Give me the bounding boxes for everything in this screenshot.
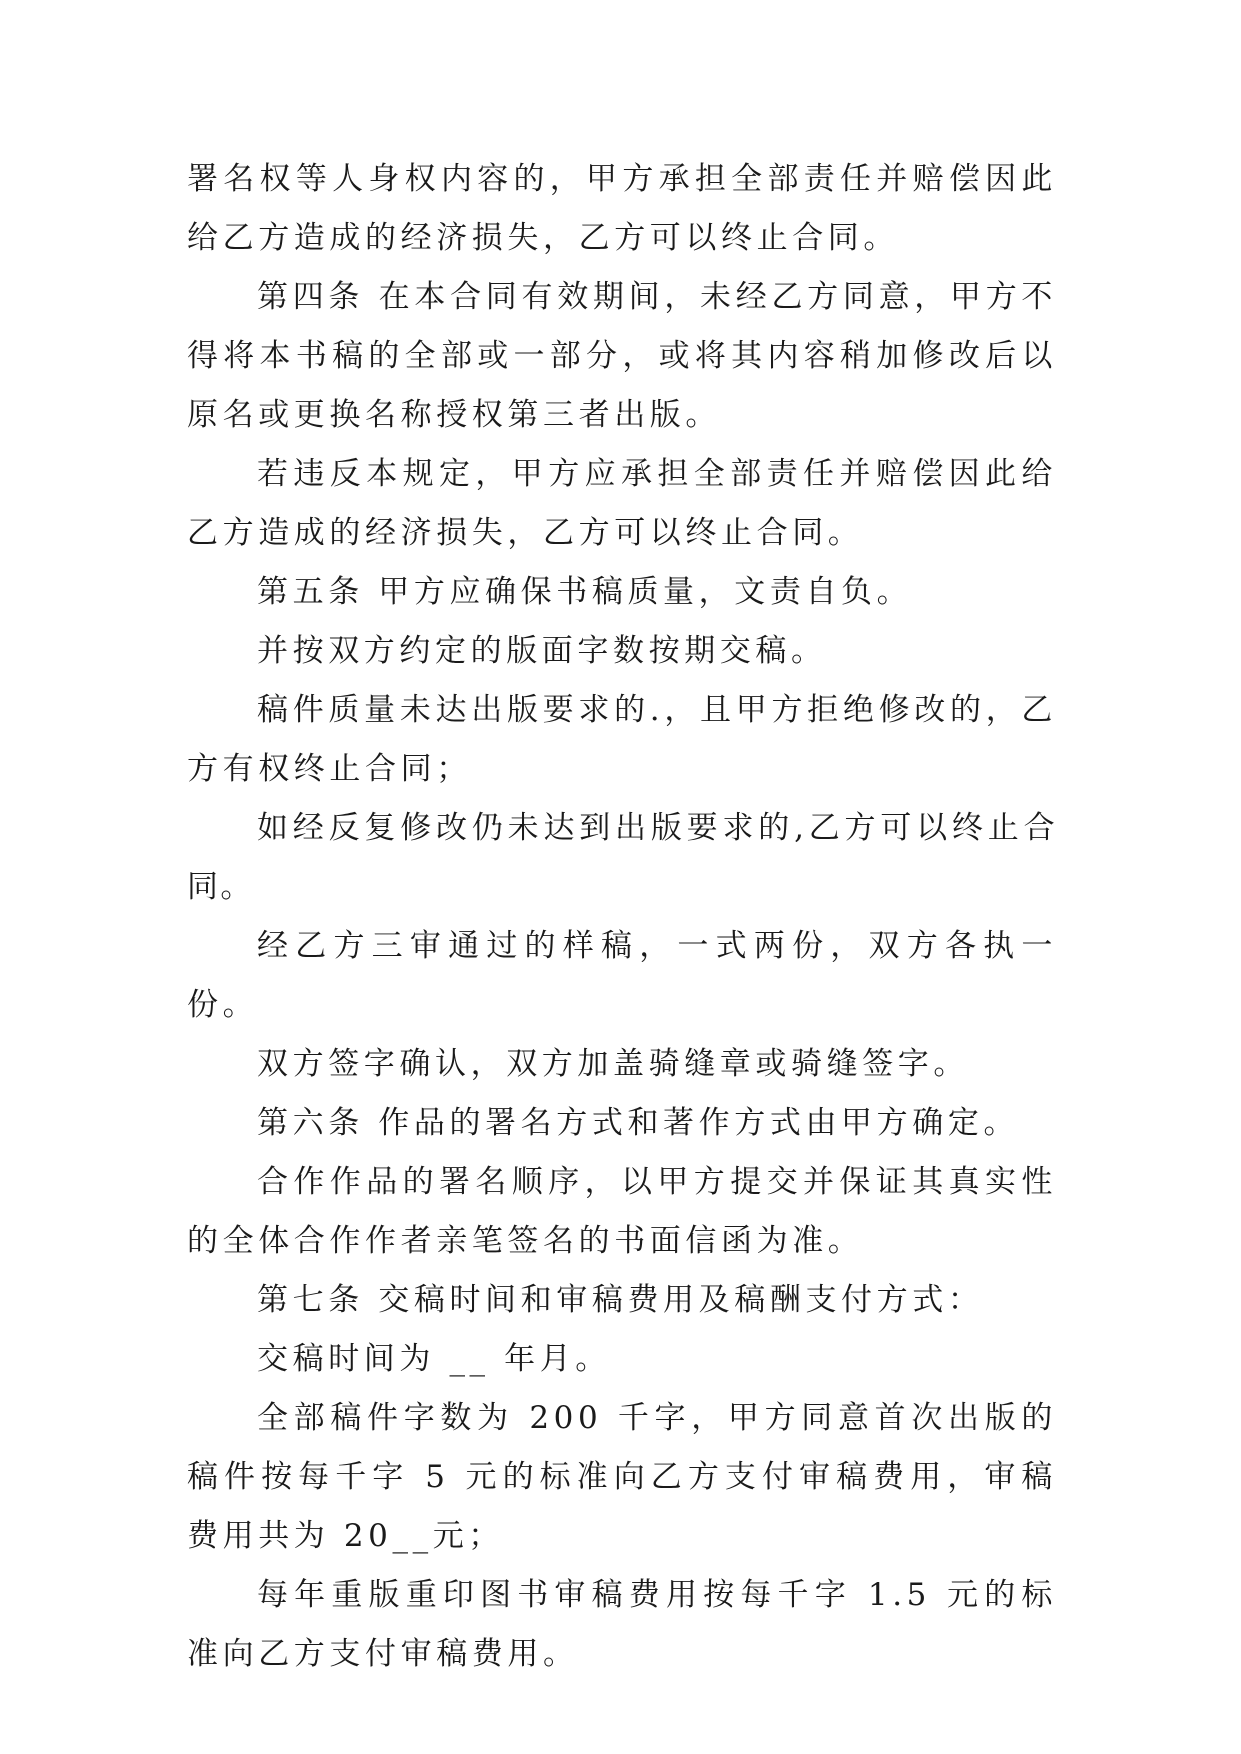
- paragraph-review-fee: 全部稿件字数为 200 千字，甲方同意首次出版的稿件按每千字 5 元的标准向乙方支付审稿费用，审稿费用共为 20__元；: [187, 1400, 1057, 1554]
- paragraph-submission-time: 交稿时间为 __ 年月。: [257, 1341, 611, 1377]
- paragraph-quality: 稿件质量未达出版要求的.，且甲方拒绝修改的，乙方有权终止合同；: [187, 692, 1057, 787]
- paragraph-reprint-fee: 每年重版重印图书审稿费用按每千字 1.5 元的标准向乙方支付审稿费用。: [187, 1577, 1057, 1672]
- paragraph-deadline: 并按双方约定的版面字数按期交稿。: [257, 633, 827, 669]
- paragraph-article-4: 第四条 在本合同有效期间，未经乙方同意，甲方不得将本书稿的全部或一部分，或将其内容稍加修改后以原名或更换名称授权第三者出版。: [187, 279, 1057, 433]
- paragraph-revision: 如经反复修改仍未达到出版要求的,乙方可以终止合同。: [187, 810, 1057, 905]
- paragraph-authorship-order: 合作作品的署名顺序，以甲方提交并保证其真实性的全体合作作者亲笔签名的书面信函为准。: [187, 1164, 1057, 1259]
- paragraph-sample: 经乙方三审通过的样稿，一式两份，双方各执一份。: [187, 928, 1057, 1023]
- paragraph-signature: 双方签字确认，双方加盖骑缝章或骑缝签字。: [257, 1046, 969, 1082]
- document-body: [187, 150, 1057, 1684]
- paragraph-article-6: 第六条 作品的署名方式和著作方式由甲方确定。: [257, 1105, 1020, 1141]
- paragraph-article-7: 第七条 交稿时间和审稿费用及稿酬支付方式：: [257, 1282, 984, 1318]
- paragraph-article-5: 第五条 甲方应确保书稿质量，文责自负。: [257, 574, 913, 610]
- paragraph-continuation: 署名权等人身权内容的，甲方承担全部责任并赔偿因此给乙方造成的经济损失，乙方可以终止合同。: [187, 161, 1057, 256]
- paragraph-violation: 若违反本规定，甲方应承担全部责任并赔偿因此给乙方造成的经济损失，乙方可以终止合同。: [187, 456, 1057, 551]
